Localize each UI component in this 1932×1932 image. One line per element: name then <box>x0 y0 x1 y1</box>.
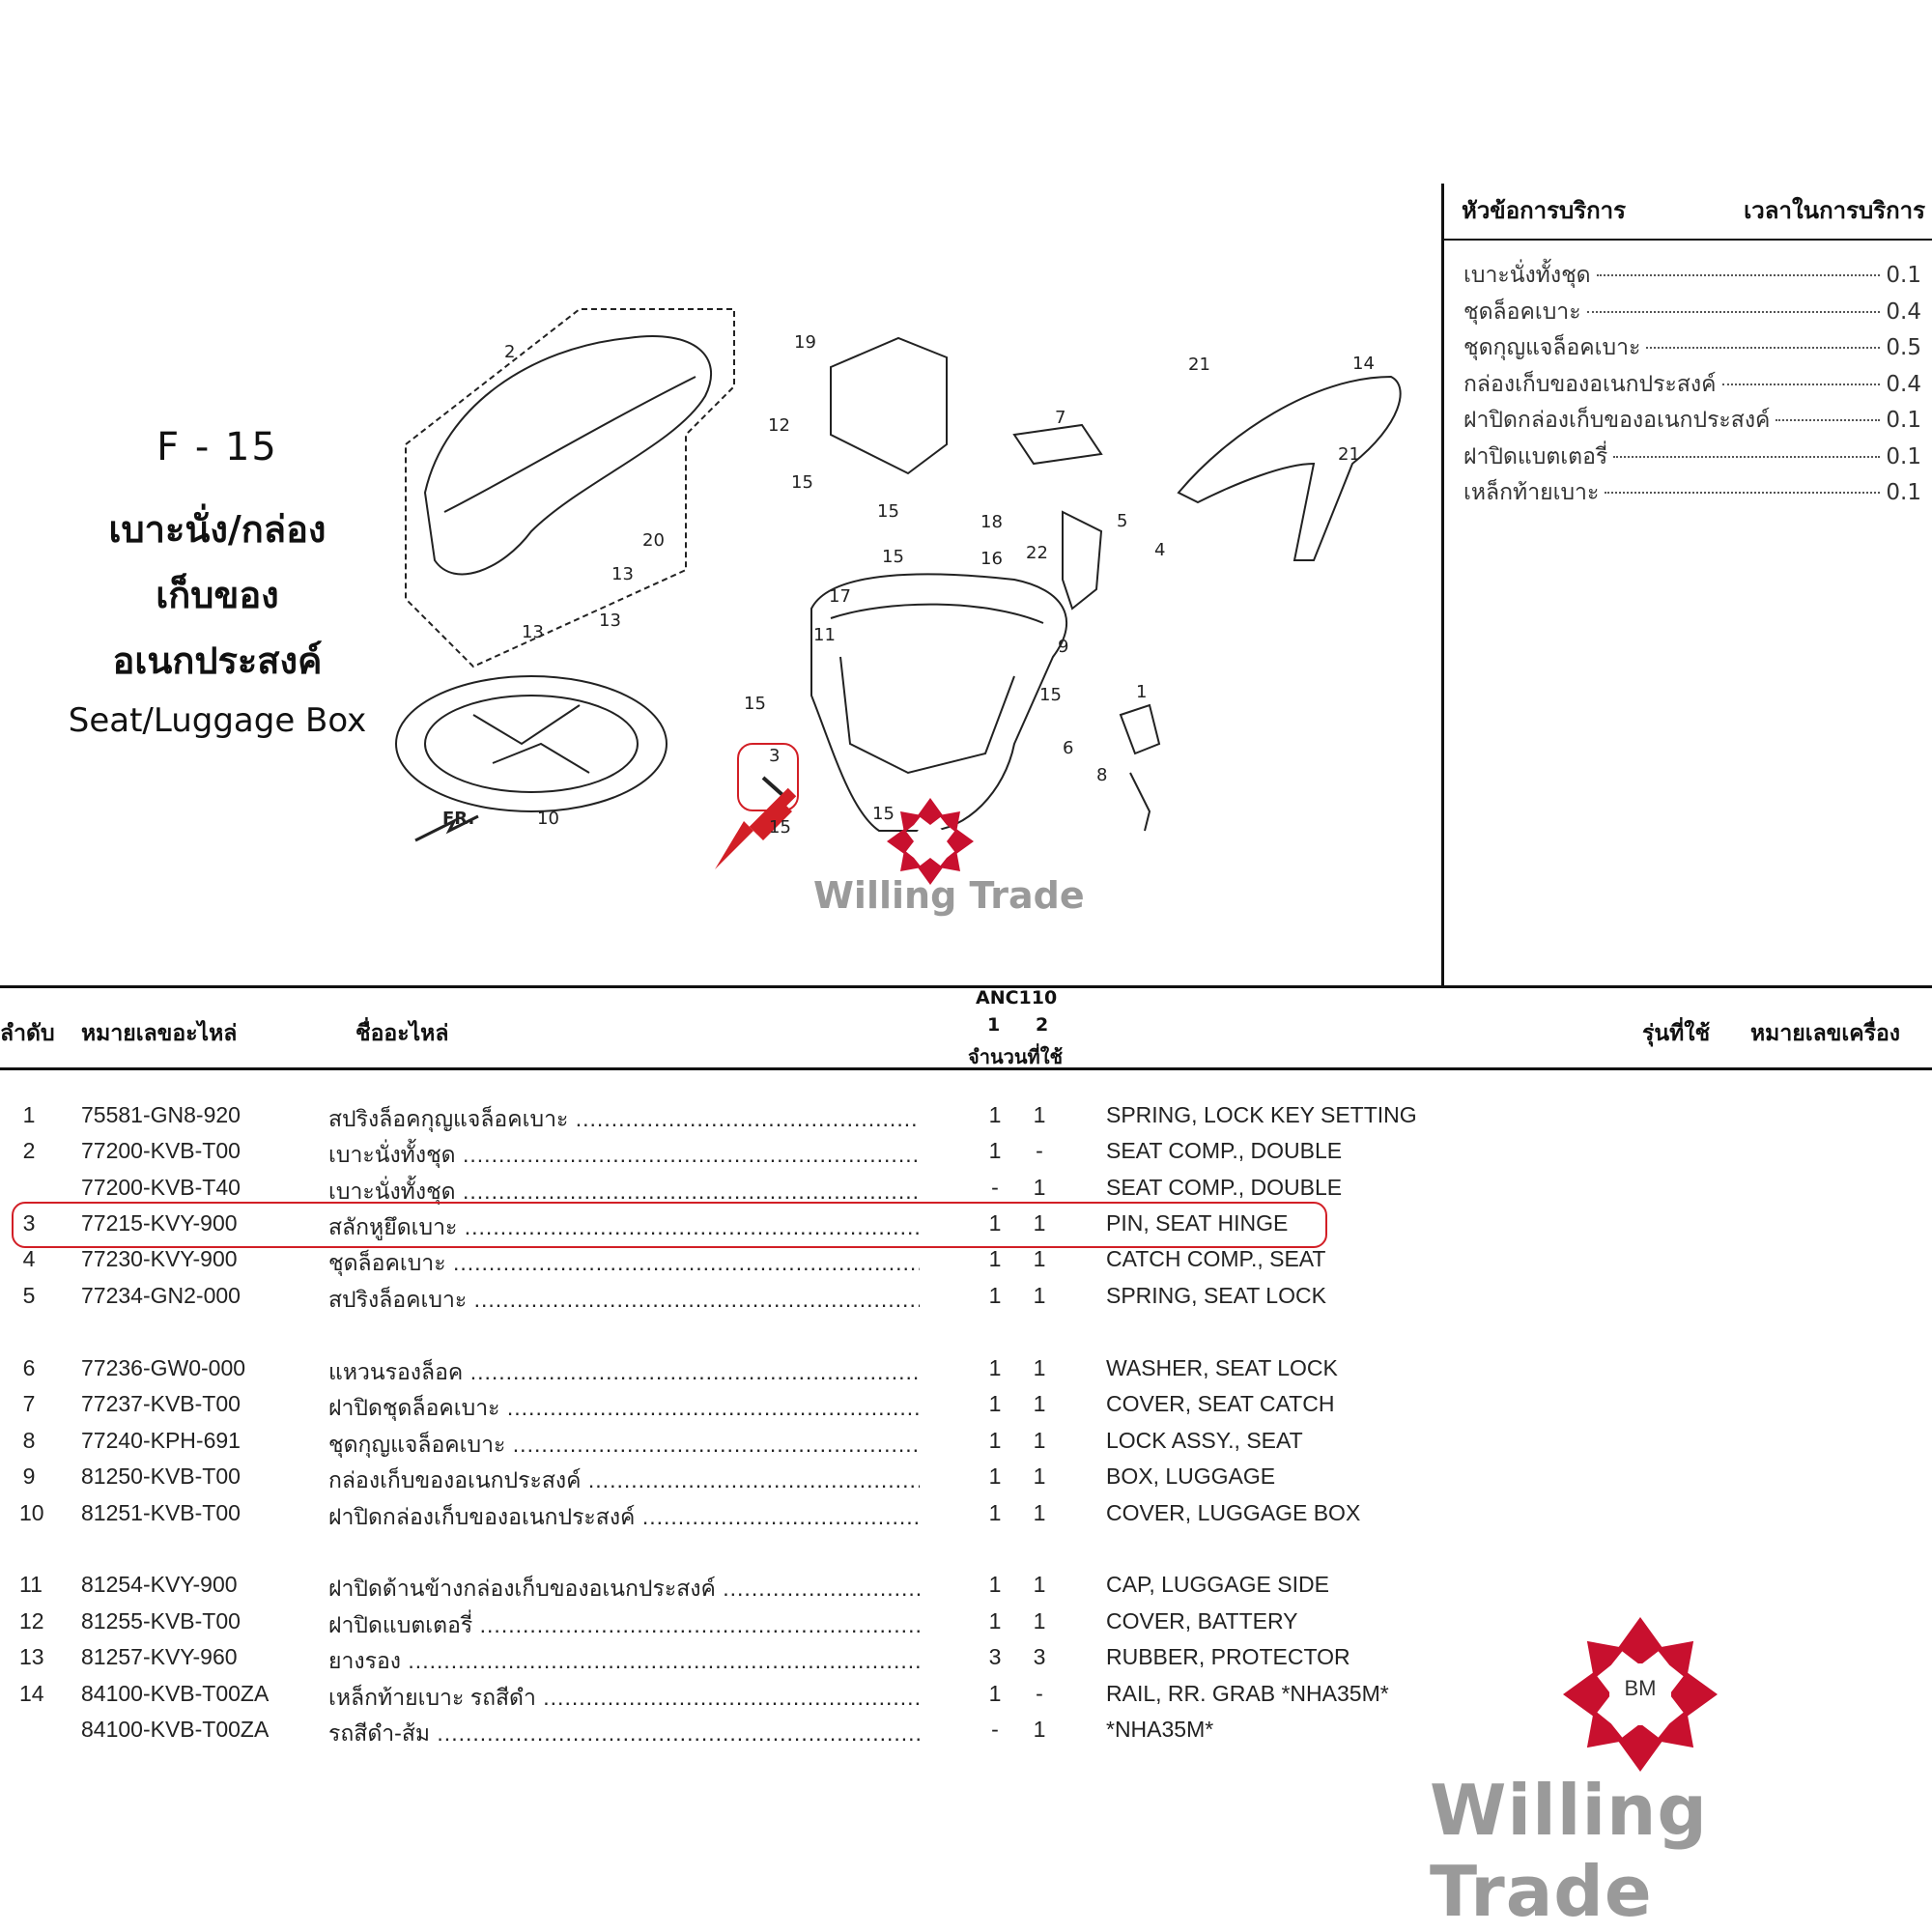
table-row: 14 84100-KVB-T00ZA เหล็กท้ายเบาะ รถสีดำ ..... 1 - RAIL, RR. GRAB *NHA35M* <box>0 1681 1932 1714</box>
table-row: 13 81257-KVY-960 ยางรอง ..... 3 3 RUBBER, PROTECTOR <box>0 1644 1932 1677</box>
callout: 1 <box>1136 682 1148 702</box>
service-item: เหล็กท้ายเบาะ 0.1 <box>1463 480 1921 505</box>
header-model: ANC110 <box>976 987 1058 1009</box>
table-row: 11 81254-KVY-900 ฝาปิดด้านข้างกล่องเก็บของอเนกประสงค์ ..... 1 1 CAP, LUGGAGE SIDE <box>0 1572 1932 1605</box>
header-part-name: ชื่ออะไหล่ <box>355 1021 449 1046</box>
callout: 18 <box>980 512 1003 532</box>
callout: 15 <box>744 694 766 714</box>
watermark-brand-small: Willing Trade <box>813 874 1085 917</box>
service-item: กล่องเก็บของอเนกประสงค์ 0.4 <box>1463 371 1921 397</box>
figure-title-block <box>39 425 396 740</box>
callout: 15 <box>1039 685 1062 705</box>
service-header-time: เวลาในการบริการ <box>1744 197 1925 224</box>
callout: 3 <box>769 746 781 766</box>
service-time-panel <box>1441 184 1932 985</box>
service-item: ชุดล็อคเบาะ 0.4 <box>1463 298 1921 325</box>
table-row: 84100-KVB-T00ZA รถสีดำ-ส้ม ..... - 1 *NHA35M* <box>0 1717 1932 1749</box>
watermark-logo-small <box>887 798 974 885</box>
callout: 19 <box>794 332 816 353</box>
title-thai-line-2: เก็บของ <box>156 574 279 616</box>
callout: 14 <box>1352 354 1375 374</box>
callout: 15 <box>872 804 895 824</box>
callout: 13 <box>599 611 621 631</box>
table-row: 10 81251-KVB-T00 ฝาปิดกล่องเก็บของอเนกประสงค์ ..... 1 1 COVER, LUGGAGE BOX <box>0 1500 1932 1533</box>
table-row: 8 77240-KPH-691 ชุดกุญแจล็อคเบาะ ..... 1 1 LOCK ASSY., SEAT <box>0 1428 1932 1461</box>
callout: 17 <box>829 586 851 607</box>
callout: 13 <box>522 622 544 642</box>
header-variant-1: 1 <box>987 1014 1001 1036</box>
table-row: 4 77230-KVY-900 ชุดล็อคเบาะ ..... 1 1 CATCH COMP., SEAT <box>0 1246 1932 1279</box>
table-row: 77200-KVB-T40 เบาะนั่งทั้งชุด ..... - 1 SEAT COMP., DOUBLE <box>0 1175 1932 1208</box>
header-variant-2: 2 <box>1036 1014 1049 1036</box>
table-row-highlighted: 3 77215-KVY-900 สลักหูยึดเบาะ ..... 1 1 PIN, SEAT HINGE <box>0 1210 1932 1243</box>
callout: 11 <box>813 625 836 645</box>
callout: 7 <box>1055 408 1066 428</box>
table-row: 5 77234-GN2-000 สปริงล็อคเบาะ ..... 1 1 SPRING, SEAT LOCK <box>0 1283 1932 1316</box>
seat-catch-shape <box>1014 425 1101 464</box>
title-english: Seat/Luggage Box <box>68 701 367 740</box>
figure-code: F - 15 <box>156 425 278 469</box>
callout: 16 <box>980 549 1003 569</box>
table-row: 7 77237-KVB-T00 ฝาปิดชุดล็อคเบาะ ..... 1 1 COVER, SEAT CATCH <box>0 1391 1932 1424</box>
callout: 13 <box>611 564 634 584</box>
callout: 12 <box>768 415 790 436</box>
service-item: ฝาปิดกล่องเก็บของอเนกประสงค์ 0.1 <box>1463 408 1921 433</box>
seat-frame <box>406 309 734 667</box>
callout: 22 <box>1026 543 1048 563</box>
callout: 10 <box>537 809 559 829</box>
table-row: 1 75581-GN8-920 สปริงล็อคกุญแจล็อคเบาะ ..... 1 1 SPRING, LOCK KEY SETTING <box>0 1102 1932 1135</box>
service-header-topic: หัวข้อการบริการ <box>1462 197 1627 224</box>
row-highlight-oval <box>12 1202 1327 1248</box>
table-header-rule <box>0 1067 1932 1070</box>
callout: 15 <box>769 817 791 838</box>
front-label: FR. <box>442 809 475 829</box>
watermark-brand-large: Willing Trade <box>1430 1770 1708 1932</box>
seat-lock-lever <box>1063 512 1101 609</box>
callout: 21 <box>1338 444 1360 465</box>
callout: 4 <box>1154 540 1166 560</box>
callout: 15 <box>882 547 904 567</box>
callout: 15 <box>877 501 899 522</box>
battery-cover-shape <box>831 338 947 473</box>
table-row: 12 81255-KVB-T00 ฝาปิดแบตเตอรี่ ..... 1 1 COVER, BATTERY <box>0 1608 1932 1641</box>
table-row: 6 77236-GW0-000 แหวนรองล็อค ..... 1 1 WASHER, SEAT LOCK <box>0 1355 1932 1388</box>
callout: 20 <box>642 530 665 551</box>
table-row: 2 77200-KVB-T00 เบาะนั่งทั้งชุด ..... 1 - SEAT COMP., DOUBLE <box>0 1138 1932 1171</box>
callout: 15 <box>791 472 813 493</box>
callout: 9 <box>1058 637 1069 657</box>
callout: 2 <box>504 342 516 362</box>
grab-rail-shape <box>1179 377 1401 560</box>
seat-shape <box>425 336 711 574</box>
callout: 5 <box>1117 511 1128 531</box>
header-part-no: หมายเลขอะไหล่ <box>81 1021 238 1046</box>
callout: 21 <box>1188 355 1210 375</box>
table-top-rule <box>0 985 1932 988</box>
title-thai-line-3: อเนกประสงค์ <box>112 639 323 682</box>
service-item: ชุดกุญแจล็อคเบาะ 0.5 <box>1463 335 1921 360</box>
service-header <box>1444 184 1932 241</box>
title-thai-line-1: เบาะนั่ง/กล่อง <box>108 508 327 551</box>
key-lock-shape <box>1121 705 1159 753</box>
service-item: เบาะนั่งทั้งชุด 0.1 <box>1463 263 1921 288</box>
table-row: 9 81250-KVB-T00 กล่องเก็บของอเนกประสงค์ ..... 1 1 BOX, LUGGAGE <box>0 1463 1932 1496</box>
callout: 6 <box>1063 738 1074 758</box>
callout: 8 <box>1096 765 1108 785</box>
header-qty: จำนวนที่ใช้ <box>968 1045 1064 1068</box>
watermark-logo-text: BM <box>1624 1676 1657 1700</box>
header-usage: รุ่นที่ใช้ <box>1642 1021 1711 1046</box>
header-engine-no: หมายเลขเครื่อง <box>1750 1021 1901 1046</box>
header-no: ลำดับ <box>0 1021 55 1046</box>
service-item: ฝาปิดแบตเตอรี่ 0.1 <box>1463 443 1921 469</box>
seat-hinge-pin-highlight <box>737 743 799 811</box>
